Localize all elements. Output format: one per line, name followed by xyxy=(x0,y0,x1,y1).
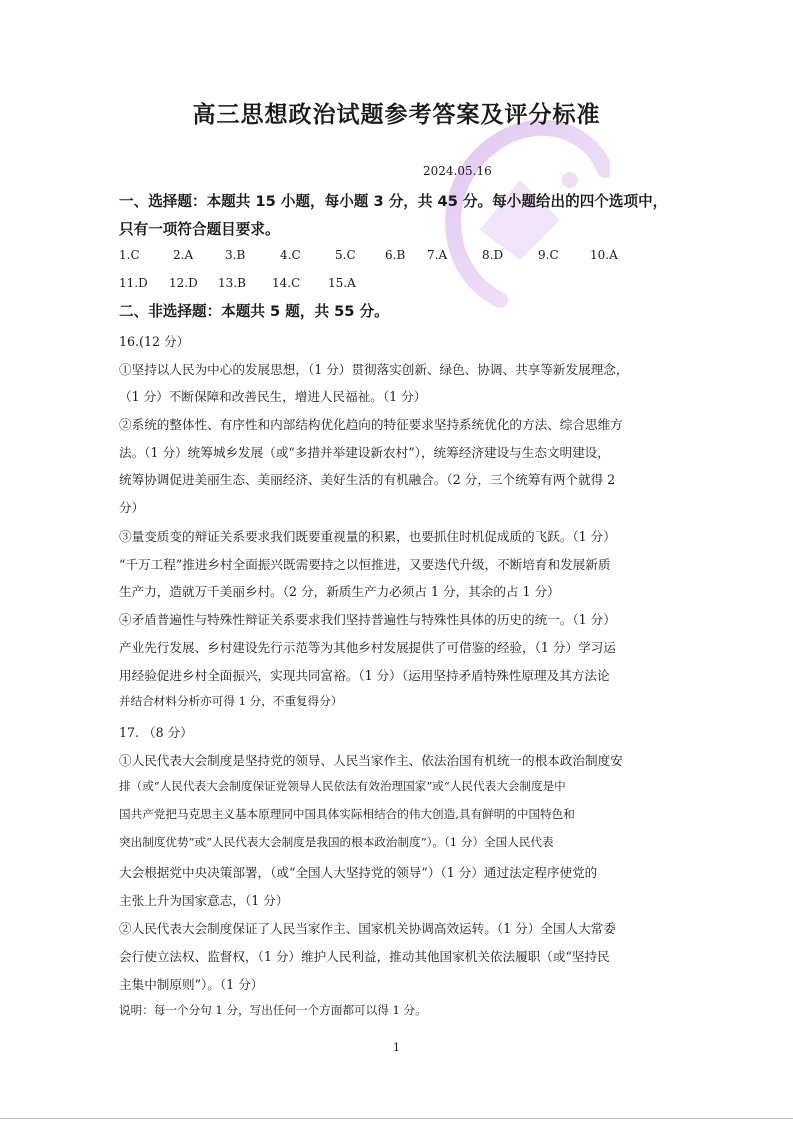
answer-line: 国共产党把马克思主义基本原理同中国具体实际相结合的伟大创造,具有鲜明的中国特色和 xyxy=(119,807,575,821)
answer-line: 主集中制原则”）。（1 分） xyxy=(119,977,264,992)
answer-line: 排（或“人民代表大会制度保证党领导人民依法有效治理国家”或“人民代表大会制度是中 xyxy=(119,779,566,793)
answer-item: 10.A xyxy=(590,248,618,262)
answer-item: 14.C xyxy=(272,276,301,290)
document-title: 高三思想政治试题参考答案及评分标准 xyxy=(192,102,601,128)
question-17-heading: 17. （8 分） xyxy=(119,725,193,740)
page-bottom-divider xyxy=(0,1118,793,1119)
answer-line: 大会根据党中央决策部署，（或“全国人大坚持党的领导”）（1 分）通过法定程序使党的 xyxy=(119,865,598,880)
answer-line: ①坚持以人民为中心的发展思想，（1 分）贯彻落实创新、绿色、协调、共享等新发展理念， xyxy=(119,362,629,377)
answer-item: 7.A xyxy=(427,248,448,262)
answer-item: 2.A xyxy=(173,248,194,262)
answer-line: 法。（1 分）统筹城乡发展（或“多措并举建设新农村”），统筹经济建设与生态文明建设， xyxy=(119,445,610,460)
answer-line: ④矛盾普遍性与特殊性辩证关系要求我们坚持普遍性与特殊性具体的历史的统一。（1 分） xyxy=(119,612,616,627)
answer-line: 分） xyxy=(119,500,145,515)
answer-line: 用经验促进乡村全面振兴，实现共同富裕。（1 分）（运用坚持矛盾特殊性原理及其方法论 xyxy=(119,668,610,683)
answer-line: “千万工程”推进乡村全面振兴既需要持之以恒推进，又要迭代升级，不断培育和发展新质 xyxy=(119,557,611,572)
answer-line: 统筹协调促进美丽生态、美丽经济、美好生活的有机融合。（2 分，三个统筹有两个就得 2 xyxy=(119,472,616,487)
section1-heading-line2: 只有一项符合题目要求。 xyxy=(119,221,280,238)
answer-item: 12.D xyxy=(169,276,198,290)
answer-item: 3.B xyxy=(225,248,246,262)
answer-line: 并结合材料分析亦可得 1 分，不重复得分） xyxy=(119,694,343,708)
grading-note: 说明：每一个分句 1 分，写出任何一个方面都可以得 1 分。 xyxy=(119,1003,427,1017)
section2-heading: 二、非选择题：本题共 5 题，共 55 分。 xyxy=(119,303,389,320)
section1-heading-line1: 一、选择题：本题共 15 小题，每小题 3 分，共 45 分。每小题给出的四个选项中， xyxy=(119,193,668,210)
answer-line: 生产力，造就万千美丽乡村。（2 分，新质生产力必须占 1 分，其余的占 1 分） xyxy=(119,584,560,599)
answer-line: 会行使立法权、监督权，（1 分）维护人民利益，推动其他国家机关依法履职（或“坚持民 xyxy=(119,949,610,964)
answer-line: ①人民代表大会制度是坚持党的领导、人民当家作主、依法治国有机统一的根本政治制度安 xyxy=(119,753,623,768)
page-number: 1 xyxy=(393,1041,400,1054)
answer-line: 突出制度优势”或“人民代表大会制度是我国的根本政治制度”）。（1 分）全国人民代表 xyxy=(119,835,554,849)
answer-item: 11.D xyxy=(119,276,148,290)
question-16-heading: 16.(12 分） xyxy=(119,334,190,349)
answer-line: ②系统的整体性、有序性和内部结构优化趋向的特征要求坚持系统优化的方法、综合思维方 xyxy=(119,417,623,432)
answer-item: 6.B xyxy=(385,248,406,262)
answer-item: 1.C xyxy=(119,248,140,262)
answer-line: 主张上升为国家意志，（1 分） xyxy=(119,893,289,908)
answer-line: ②人民代表大会制度保证了人民当家作主、国家机关协调高效运转。（1 分）全国人大常委 xyxy=(119,921,616,936)
answer-line: （1 分）不断保障和改善民生，增进人民福祉。（1 分） xyxy=(119,389,427,404)
answer-item: 15.A xyxy=(328,276,356,290)
answer-item: 4.C xyxy=(280,248,301,262)
answer-item: 5.C xyxy=(335,248,356,262)
answer-line: 产业先行发展、乡村建设先行示范等为其他乡村发展提供了可借鉴的经验，（1 分）学习运 xyxy=(119,640,616,655)
answer-item: 9.C xyxy=(538,248,559,262)
answer-line: ③量变质变的辩证关系要求我们既要重视量的积累，也要抓住时机促成质的飞跃。（1 分） xyxy=(119,529,616,544)
answer-item: 8.D xyxy=(482,248,504,262)
answer-item: 13.B xyxy=(218,276,246,290)
document-date: 2024.05.16 xyxy=(423,164,492,178)
